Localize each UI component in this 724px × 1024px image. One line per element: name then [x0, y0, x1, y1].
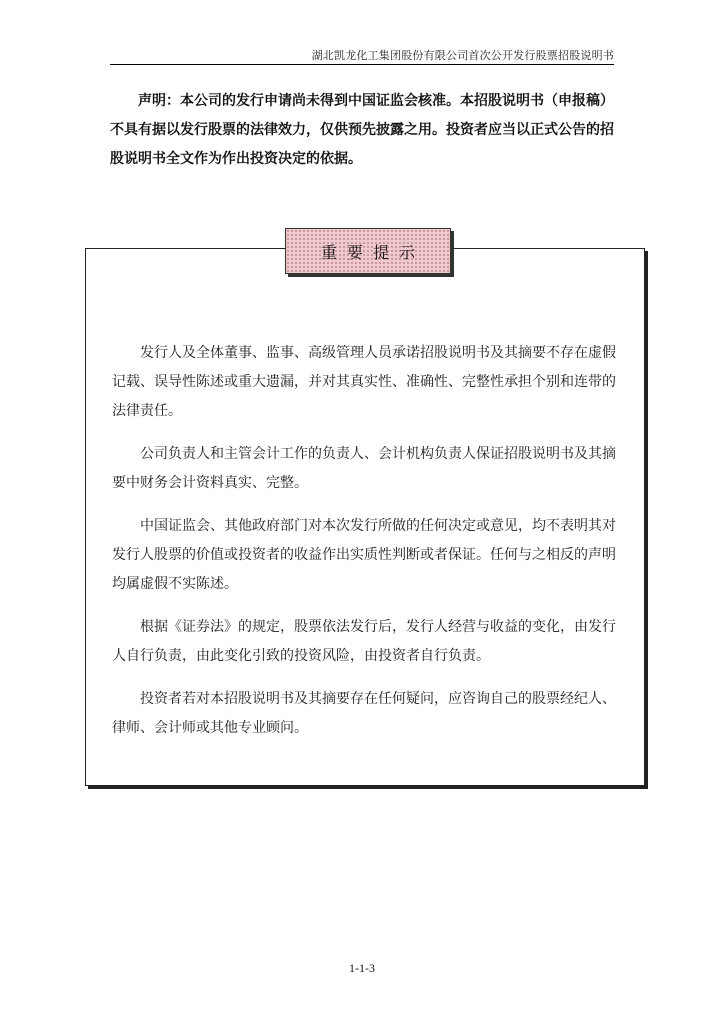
notice-paragraph: 公司负责人和主管会计工作的负责人、会计机构负责人保证招股说明书及其摘要中财务会计资料真实、完整。 [112, 446, 616, 491]
notice-paragraph: 根据《证券法》的规定，股票依法发行后，发行人经营与收益的变化，由发行人自行负责，由此变化引致的投资风险，由投资者自行负责。 [112, 619, 616, 664]
important-notice-body [112, 339, 616, 757]
document-header-title: 湖北凯龙化工集团股份有限公司首次公开发行股票招股说明书 [311, 49, 614, 62]
notice-paragraph: 发行人及全体董事、监事、高级管理人员承诺招股说明书及其摘要不存在虚假记载、误导性陈述或重大遗漏，并对其真实性、准确性、完整性承担个别和连带的法律责任。 [112, 345, 616, 419]
header-divider [110, 64, 614, 65]
page-number: 1-1-3 [349, 961, 375, 975]
notice-paragraph: 中国证监会、其他政府部门对本次发行所做的任何决定或意见，均不表明其对发行人股票的价值或投资者的收益作出实质性判断或者保证。任何与之相反的声明均属虚假不实陈述。 [112, 518, 616, 592]
disclaimer-statement: 声明：本公司的发行申请尚未得到中国证监会核准。本招股说明书（申报稿）不具有据以发行股票的法律效力，仅供预先披露之用。投资者应当以正式公告的招股说明书全文作为作出投资决定的依据。 [110, 93, 614, 167]
notice-paragraph: 投资者若对本招股说明书及其摘要存在任何疑问，应咨询自己的股票经纪人、律师、会计师或其他专业顾问。 [112, 691, 616, 736]
important-notice-title: 重要提示 [285, 228, 451, 274]
